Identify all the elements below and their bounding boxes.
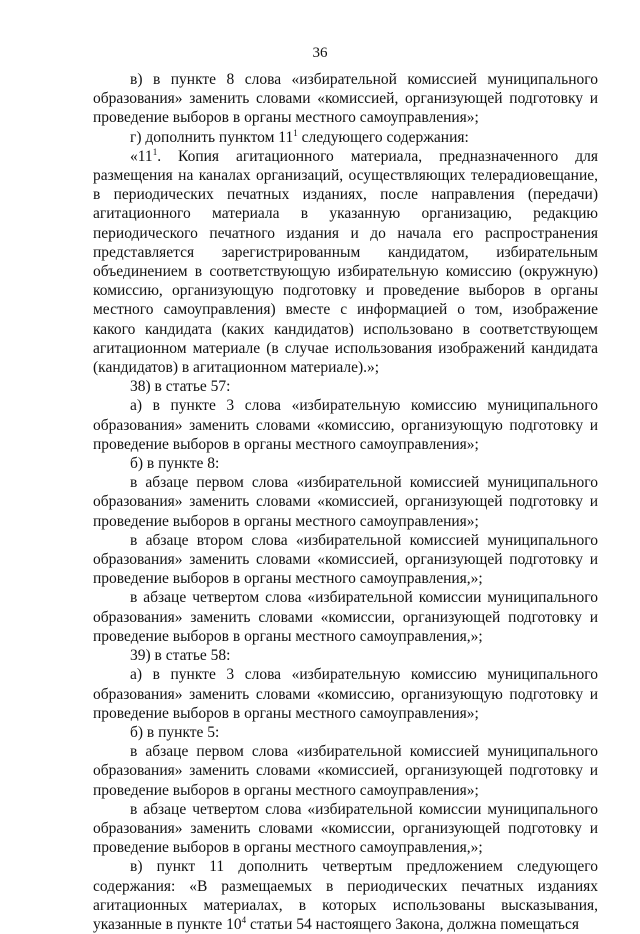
paragraph-text: «11 xyxy=(130,147,153,165)
paragraph: в абзаце первом слова «избирательной комиссией муниципального образования» заменить словами «комиссией, организующей подготовку и проведение выборов в органы местного самоуправления»; xyxy=(93,474,598,530)
paragraph: в абзаце втором слова «избирательной комиссией муниципального образования» заменить словами «комиссией, организующей подготовку и проведение выборов в органы местного самоуправления,»; xyxy=(93,531,598,588)
paragraph: в абзаце первом слова «избирательной комиссией муниципального образования» заменить словами «комиссией, организующей подготовку и проведение выборов в органы местного самоуправления»; xyxy=(93,743,598,799)
paragraph: б) в пункте 8: xyxy=(130,455,220,473)
document-body xyxy=(93,70,598,934)
page-number: 36 xyxy=(312,45,328,61)
paragraph: в) в пункте 8 слова «избирательной комиссией муниципального образования» заменить словами «комиссией, организующей подготовку и проведение выборов в органы местного самоуправления»; xyxy=(93,71,598,127)
superscript-index: 4 xyxy=(241,914,247,925)
paragraph-text: следующего содержания: xyxy=(297,128,469,146)
paragraph: 39) в статье 58: xyxy=(130,647,231,665)
paragraph xyxy=(93,147,598,377)
paragraph: в абзаце четвертом слова «избирательной комиссии муниципального образования» заменить словами «комиссии, организующей подготовку и проведение выборов в органы местного самоуправления,»; xyxy=(93,589,598,645)
superscript-index: 1 xyxy=(293,127,298,138)
paragraph: а) в пункте 3 слова «избирательную комиссию муниципального образования» заменить словами «комиссию, организующую подготовку и проведение выборов в органы местного самоуправления»; xyxy=(93,397,598,453)
paragraph-text: в) пункт 11 дополнить четвертым предложением следующего содержания: «В размещаемых в периодических печатных изданиях агитационных материалах, в которых использованы высказывания, указанные в пункте 10 xyxy=(93,858,598,933)
superscript-index: 1 xyxy=(152,146,158,157)
paragraph-text: . Копия агитационного материала, предназначенного для размещения на каналах организаций, осуществляющих телерадиовещание, в периодических печатных изданиях, после направления (передачи) агитационного материала в указанную организацию, редакцию периодического печатного издания и до начала его распространения представляется зарегистрированным кандидатом, избирательным объединением в соответствующую избирательную комиссию (окружную) комиссию, организующую подготовку и проведение выборов в органы местного самоуправления) вместе с информацией о том, изображение какого кандидата (каких кандидатов) использовано в соответствующем агитационном материале (в случае использования изображений кандидата (кандидатов) в агитационном материале).»; xyxy=(93,147,598,377)
paragraph xyxy=(93,857,598,934)
paragraph: 38) в статье 57: xyxy=(130,378,231,396)
paragraph-text: статьи 54 настоящего Закона, должна помещаться xyxy=(246,915,579,933)
paragraph: в абзаце четвертом слова «избирательной комиссии муниципального образования» заменить словами «комиссии, организующей подготовку и проведение выборов в органы местного самоуправления,»; xyxy=(93,800,598,857)
paragraph-text: г) дополнить пунктом 11 xyxy=(130,128,294,146)
paragraph: а) в пункте 3 слова «избирательную комиссию муниципального образования» заменить словами «комиссию, организующую подготовку и проведение выборов в органы местного самоуправления»; xyxy=(93,666,598,722)
paragraph: б) в пункте 5: xyxy=(130,723,220,741)
paragraph xyxy=(93,128,598,147)
